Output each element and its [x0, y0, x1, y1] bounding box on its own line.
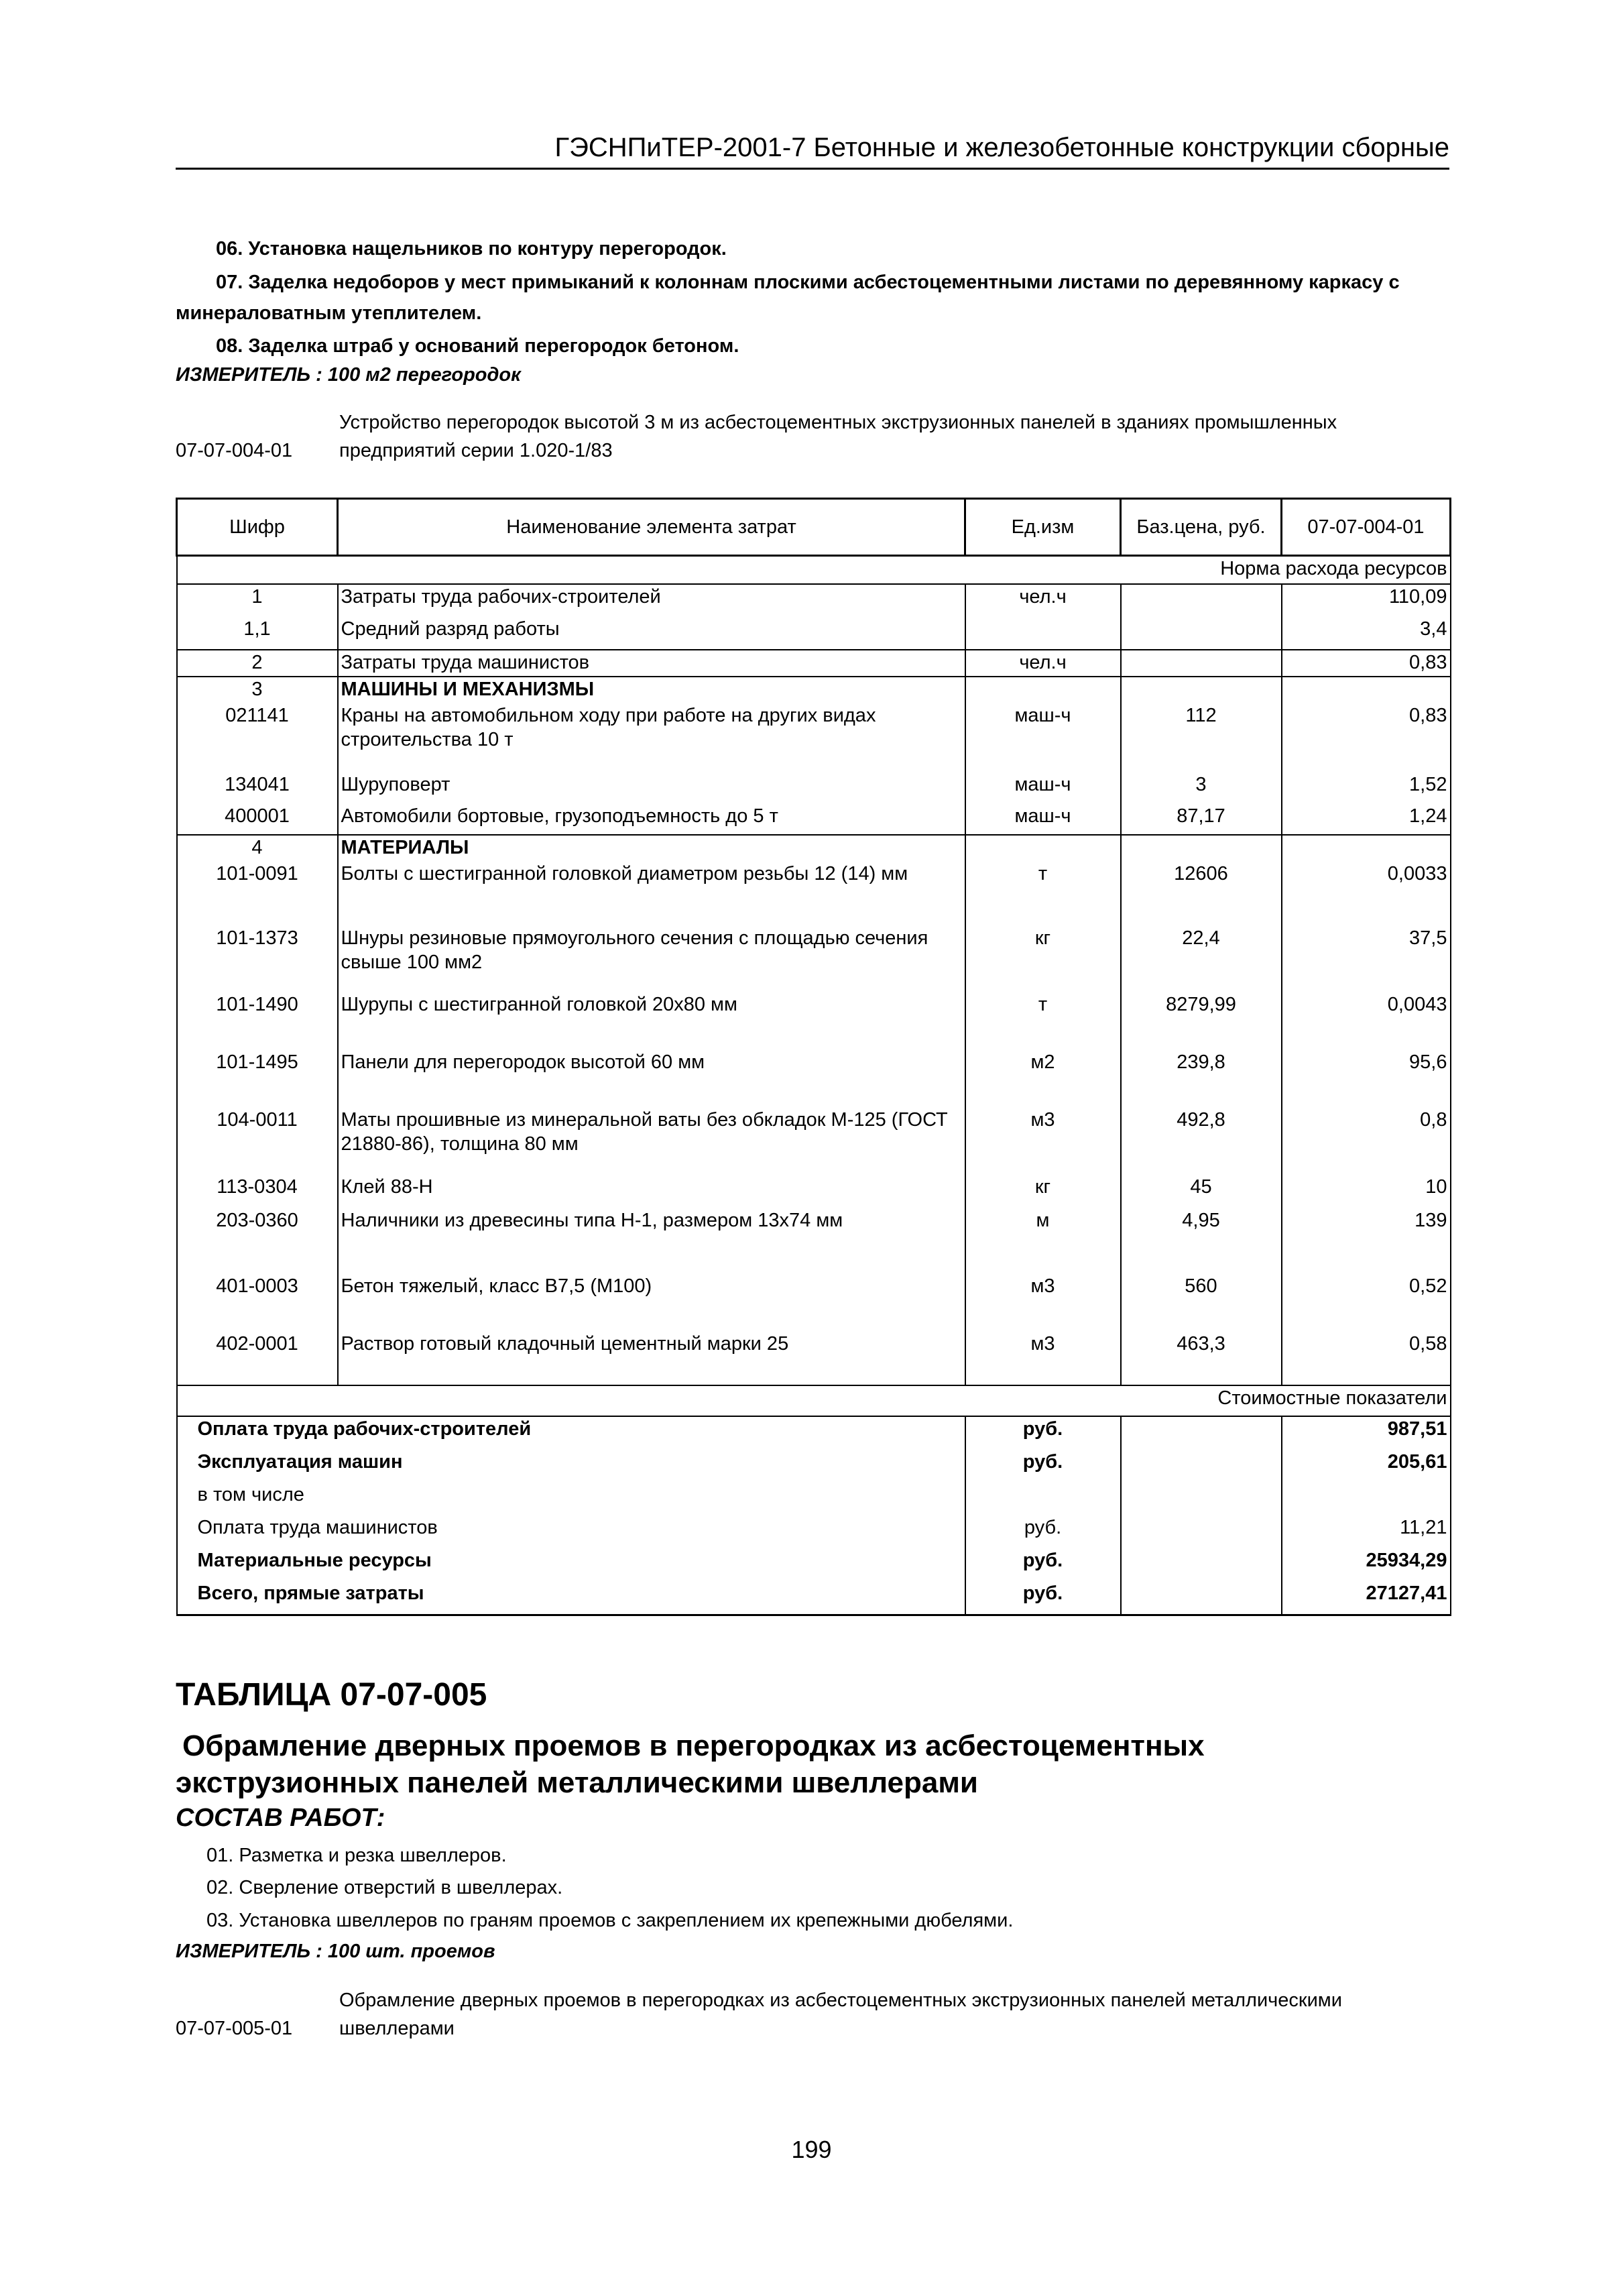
cost-label-text: Материальные ресурсы: [177, 1548, 965, 1581]
cost-value: [1282, 1483, 1451, 1515]
row-unit: маш-ч: [965, 804, 1121, 835]
norm-row: [177, 556, 1451, 585]
cost-label-text: в том числе: [177, 1483, 965, 1515]
cost-label-text: Оплата труда рабочих-строителей: [177, 1416, 965, 1450]
col-header-name: Наименование элемента затрат: [338, 499, 965, 556]
row-code: 021141: [177, 703, 338, 772]
cost-label-text: Эксплуатация машин: [177, 1450, 965, 1483]
cost-unit: руб.: [965, 1450, 1121, 1483]
row-value: 10: [1282, 1175, 1451, 1208]
row-value: 3,4: [1282, 617, 1451, 650]
table-header-row: [177, 499, 1451, 556]
table-row: [177, 926, 1451, 992]
table2-work-03: 03. Установка швеллеров по граням проемов с закреплением их крепежными дюбелями.: [206, 1910, 1014, 1931]
row-unit: маш-ч: [965, 772, 1121, 804]
table2-work-02: 02. Сверление отверстий в швеллерах.: [206, 1877, 563, 1898]
cost-unit: руб.: [965, 1416, 1121, 1450]
table-row: [177, 992, 1451, 1050]
cost-label: Стоимостные показатели: [177, 1385, 1451, 1416]
row-unit: [965, 835, 1121, 862]
cost-value: 25934,29: [1282, 1548, 1451, 1581]
row-name: Болты с шестигранной головкой диаметром резьбы 12 (14) мм: [338, 862, 965, 926]
cost-row: [177, 1515, 1451, 1548]
row-price: 45: [1121, 1175, 1282, 1208]
row-value: 1,52: [1282, 772, 1451, 804]
row-price: 560: [1121, 1274, 1282, 1332]
row-price: 12606: [1121, 862, 1282, 926]
work-08: 08. Заделка штраб у оснований перегородок бетоном.: [216, 335, 739, 357]
row-price: 22,4: [1121, 926, 1282, 992]
row-price: 112: [1121, 703, 1282, 772]
table-row: [177, 1108, 1451, 1175]
row-unit: м2: [965, 1050, 1121, 1108]
row-code: 4: [177, 835, 338, 862]
resource-table: [176, 498, 1451, 1616]
header-rule: [176, 168, 1449, 170]
row-name: Средний разряд работы: [338, 617, 965, 650]
row-name: Раствор готовый кладочный цементный марки 25: [338, 1332, 965, 1385]
cost-row: [177, 1581, 1451, 1615]
table-row: [177, 835, 1451, 862]
row-name: МАТЕРИАЛЫ: [338, 835, 965, 862]
row-value: 0,0033: [1282, 862, 1451, 926]
row-unit: м3: [965, 1108, 1121, 1175]
row-unit: т: [965, 862, 1121, 926]
row-price: [1121, 835, 1282, 862]
cost-row: [177, 1450, 1451, 1483]
work-07-cont: минераловатным утеплителем.: [176, 302, 482, 324]
table-row: [177, 862, 1451, 926]
row-unit: чел.ч: [965, 584, 1121, 617]
table-row: [177, 1050, 1451, 1108]
row-price: 87,17: [1121, 804, 1282, 835]
row-name: Краны на автомобильном ходу при работе на других видах строительства 10 т: [338, 703, 965, 772]
table-row: [177, 584, 1451, 617]
row-name: Затраты труда машинистов: [338, 650, 965, 677]
cost-unit: руб.: [965, 1548, 1121, 1581]
row-value: [1282, 835, 1451, 862]
row-price: [1121, 677, 1282, 703]
table2-item-desc-line1: Обрамление дверных проемов в перегородках из асбестоцементных экструзионных панелей металлическими: [339, 1990, 1342, 2011]
row-price: [1121, 650, 1282, 677]
row-name: Маты прошивные из минеральной ваты без обкладок М-125 (ГОСТ 21880-86), толщина 80 мм: [338, 1108, 965, 1175]
row-unit: [965, 617, 1121, 650]
row-value: 1,24: [1282, 804, 1451, 835]
row-price: [1121, 617, 1282, 650]
cost-row: [177, 1548, 1451, 1581]
cost-price: [1121, 1483, 1282, 1515]
row-code: 1: [177, 584, 338, 617]
row-price: 239,8: [1121, 1050, 1282, 1108]
row-value: 110,09: [1282, 584, 1451, 617]
row-name: Клей 88-Н: [338, 1175, 965, 1208]
col-header-price: Баз.цена, руб.: [1121, 499, 1282, 556]
table2-measure: ИЗМЕРИТЕЛЬ : 100 шт. проемов: [176, 1941, 495, 1962]
cost-price: [1121, 1416, 1282, 1450]
row-value: 0,58: [1282, 1332, 1451, 1385]
table2-subtitle-line2: экструзионных панелей металлическими швеллерами: [176, 1766, 978, 1799]
table-row: [177, 617, 1451, 650]
row-price: 3: [1121, 772, 1282, 804]
page-number: 199: [791, 2136, 832, 2163]
row-unit: кг: [965, 1175, 1121, 1208]
row-price: 492,8: [1121, 1108, 1282, 1175]
col-header-value: 07-07-004-01: [1282, 499, 1451, 556]
cost-value: 27127,41: [1282, 1581, 1451, 1615]
row-price: 8279,99: [1121, 992, 1282, 1050]
row-name: Автомобили бортовые, грузоподъемность до 5 т: [338, 804, 965, 835]
row-unit: м: [965, 1208, 1121, 1274]
row-value: 95,6: [1282, 1050, 1451, 1108]
table-row: [177, 650, 1451, 677]
table-row: [177, 772, 1451, 804]
row-name: Наличники из древесины типа Н-1, размером 13х74 мм: [338, 1208, 965, 1274]
item1-desc-line2: предприятий серии 1.020-1/83: [339, 440, 613, 461]
table-row: [177, 1175, 1451, 1208]
table-row: [177, 1274, 1451, 1332]
cost-label-text: Оплата труда машинистов: [177, 1515, 965, 1548]
row-price: 4,95: [1121, 1208, 1282, 1274]
row-value: [1282, 677, 1451, 703]
col-header-unit: Ед.изм: [965, 499, 1121, 556]
row-price: 463,3: [1121, 1332, 1282, 1385]
table-row: [177, 1208, 1451, 1274]
table2-item-desc-line2: швеллерами: [339, 2018, 455, 2039]
cost-price: [1121, 1548, 1282, 1581]
row-code: 2: [177, 650, 338, 677]
row-code: 101-1373: [177, 926, 338, 992]
norm-label: Норма расхода ресурсов: [177, 556, 1451, 585]
work-06: 06. Установка нащельников по контуру перегородок.: [216, 238, 727, 260]
table-row: [177, 703, 1451, 772]
row-unit: чел.ч: [965, 650, 1121, 677]
cost-unit: [965, 1483, 1121, 1515]
row-unit: [965, 677, 1121, 703]
row-value: 0,8: [1282, 1108, 1451, 1175]
row-code: 402-0001: [177, 1332, 338, 1385]
col-header-code: Шифр: [177, 499, 338, 556]
table-row: [177, 677, 1451, 703]
cost-price: [1121, 1581, 1282, 1615]
cost-label-text: Всего, прямые затраты: [177, 1581, 965, 1615]
row-name: Шурупы с шестигранной головкой 20х80 мм: [338, 992, 965, 1050]
row-code: 401-0003: [177, 1274, 338, 1332]
measure-top: ИЗМЕРИТЕЛЬ : 100 м2 перегородок: [176, 364, 521, 386]
cost-row: [177, 1483, 1451, 1515]
table2-item-code: 07-07-005-01: [176, 2018, 293, 2039]
row-name: МАШИНЫ И МЕХАНИЗМЫ: [338, 677, 965, 703]
table-row: [177, 804, 1451, 835]
item1-desc-line1: Устройство перегородок высотой 3 м из асбестоцементных экструзионных панелей в зданиях промышленных: [339, 412, 1337, 433]
row-code: 203-0360: [177, 1208, 338, 1274]
row-code: 113-0304: [177, 1175, 338, 1208]
row-name: Панели для перегородок высотой 60 мм: [338, 1050, 965, 1108]
row-value: 37,5: [1282, 926, 1451, 992]
row-code: 134041: [177, 772, 338, 804]
row-name: Шнуры резиновые прямоугольного сечения с площадью сечения свыше 100 мм2: [338, 926, 965, 992]
table-row: [177, 1332, 1451, 1385]
row-unit: маш-ч: [965, 703, 1121, 772]
cost-value: 987,51: [1282, 1416, 1451, 1450]
row-unit: кг: [965, 926, 1121, 992]
table2-title: ТАБЛИЦА 07-07-005: [176, 1677, 487, 1713]
cost-price: [1121, 1515, 1282, 1548]
cost-value: 205,61: [1282, 1450, 1451, 1483]
cost-unit: руб.: [965, 1515, 1121, 1548]
row-code: 1,1: [177, 617, 338, 650]
row-value: 0,52: [1282, 1274, 1451, 1332]
row-code: 3: [177, 677, 338, 703]
row-name: Затраты труда рабочих-строителей: [338, 584, 965, 617]
row-unit: т: [965, 992, 1121, 1050]
row-value: 0,83: [1282, 703, 1451, 772]
row-code: 101-1495: [177, 1050, 338, 1108]
cost-value: 11,21: [1282, 1515, 1451, 1548]
row-code: 400001: [177, 804, 338, 835]
row-value: 139: [1282, 1208, 1451, 1274]
row-unit: м3: [965, 1274, 1121, 1332]
cost-unit: руб.: [965, 1581, 1121, 1615]
row-value: 0,0043: [1282, 992, 1451, 1050]
row-price: [1121, 584, 1282, 617]
row-code: 101-1490: [177, 992, 338, 1050]
row-name: Бетон тяжелый, класс В7,5 (М100): [338, 1274, 965, 1332]
row-value: 0,83: [1282, 650, 1451, 677]
cost-row: [177, 1416, 1451, 1450]
cost-header-row: [177, 1385, 1451, 1416]
table2-works-label: СОСТАВ РАБОТ:: [176, 1804, 385, 1832]
row-code: 101-0091: [177, 862, 338, 926]
page-header: ГЭСНПиТЕР-2001-7 Бетонные и железобетонные конструкции сборные: [554, 133, 1449, 162]
table2-work-01: 01. Разметка и резка швеллеров.: [206, 1845, 507, 1866]
item1-code: 07-07-004-01: [176, 440, 293, 461]
cost-price: [1121, 1450, 1282, 1483]
table2-subtitle-line1: Обрамление дверных проемов в перегородках из асбестоцементных: [182, 1729, 1205, 1762]
row-name: Шуруповерт: [338, 772, 965, 804]
row-unit: м3: [965, 1332, 1121, 1385]
work-07: 07. Заделка недоборов у мест примыканий к колоннам плоскими асбестоцементными листами по деревянному каркасу с: [216, 272, 1400, 293]
row-code: 104-0011: [177, 1108, 338, 1175]
